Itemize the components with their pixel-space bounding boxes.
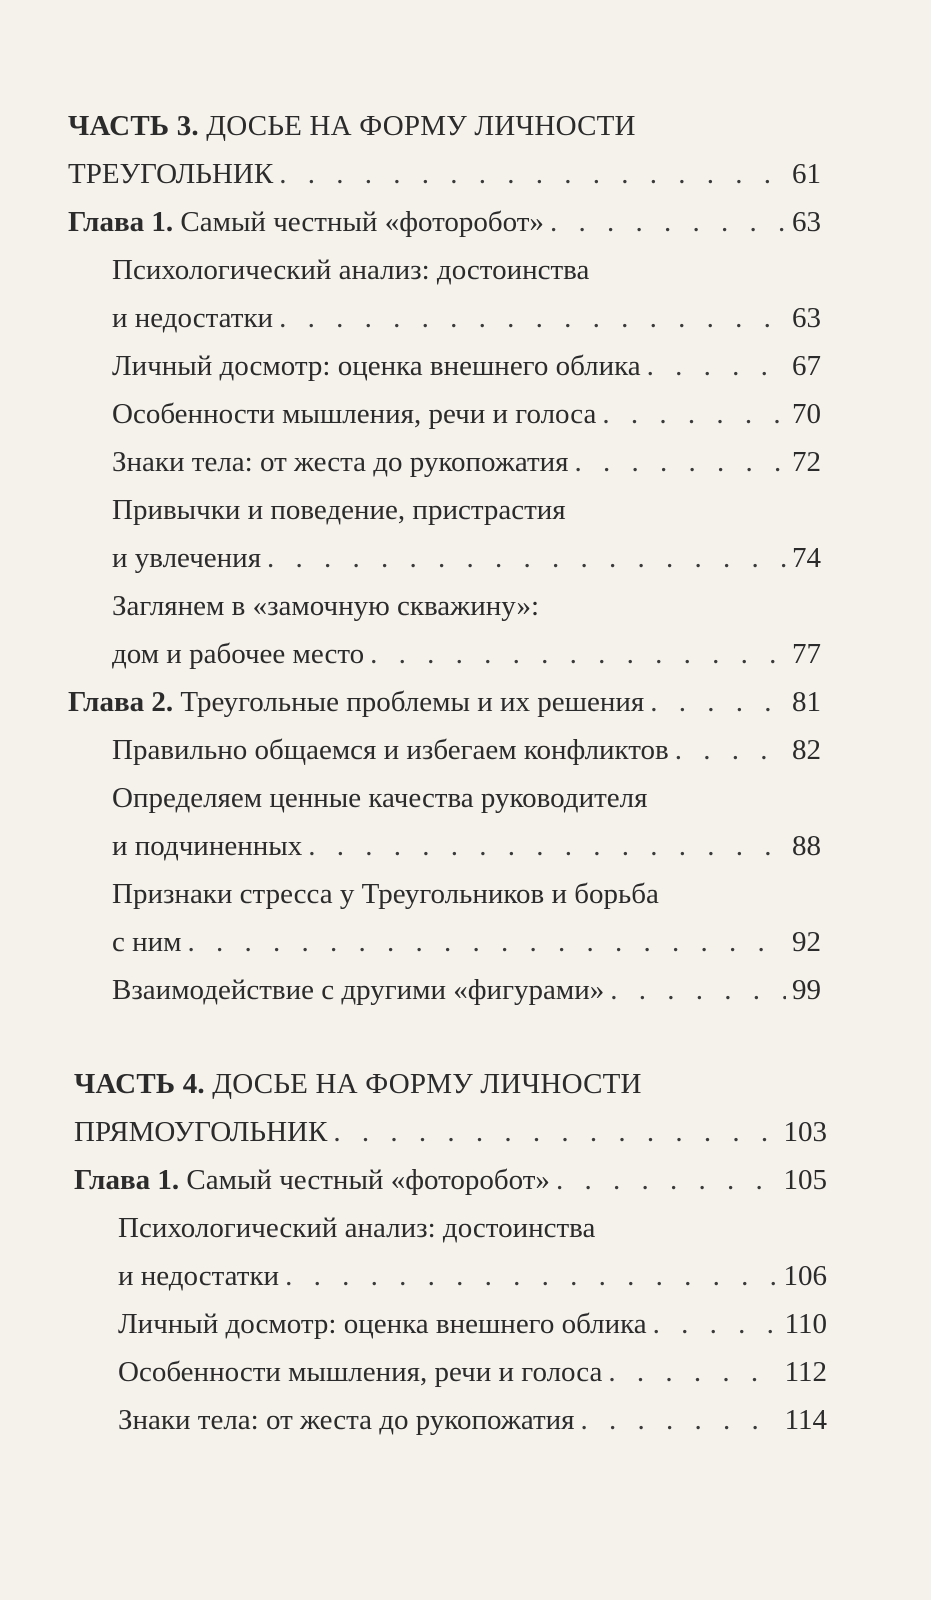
part-4-label: ЧАСТЬ 4. — [74, 1068, 205, 1100]
dot-leader — [188, 918, 786, 966]
dot-leader — [279, 294, 786, 342]
dot-leader — [279, 150, 786, 198]
chapter-label: Глава 1. — [74, 1164, 180, 1196]
page-number: 72 — [792, 446, 821, 478]
toc-entry-title: и увлечения — [112, 542, 262, 574]
dot-leader — [581, 1396, 779, 1444]
page-number: 110 — [784, 1308, 827, 1340]
toc-entry-title: Знаки тела: от жеста до рукопожатия — [118, 1404, 575, 1436]
page-number: 70 — [792, 398, 821, 430]
toc-entry-chapter[interactable] — [0, 678, 931, 726]
part-3-section — [0, 102, 931, 1014]
toc-entry-part-3[interactable] — [0, 150, 931, 198]
toc-entry-line1[interactable]: Привычки и поведение, пристрастия — [112, 494, 566, 526]
toc-entry-line1[interactable]: Психологический анализ: достоинства — [118, 1212, 596, 1244]
toc-entry-title: Особенности мышления, речи и голоса — [118, 1356, 603, 1388]
toc-entry-title: дом и рабочее место — [112, 638, 365, 670]
dot-leader — [308, 822, 786, 870]
dot-leader — [653, 1300, 779, 1348]
page-number: 99 — [792, 974, 821, 1006]
page-number: 63 — [792, 206, 821, 238]
toc-entry[interactable] — [0, 342, 931, 390]
dot-leader — [608, 1348, 778, 1396]
chapter-title-text: Треугольные проблемы и их решения — [180, 686, 645, 718]
dot-leader — [370, 630, 786, 678]
toc-entry-title: Правильно общаемся и избегаем конфликтов — [112, 734, 669, 766]
toc-entry[interactable] — [0, 630, 931, 678]
page-number: 82 — [792, 734, 821, 766]
page-number: 61 — [792, 158, 821, 190]
dot-leader — [550, 198, 786, 246]
page-number: 67 — [792, 350, 821, 382]
part-3-heading — [0, 102, 931, 150]
dot-leader — [675, 726, 786, 774]
part-4-heading-text: ДОСЬЕ НА ФОРМУ ЛИЧНОСТИ — [212, 1068, 642, 1100]
page-number: 63 — [792, 302, 821, 334]
toc-entry[interactable] — [0, 390, 931, 438]
toc-entry-line1[interactable]: Определяем ценные качества руководителя — [112, 782, 648, 814]
toc-entry[interactable] — [0, 822, 931, 870]
toc-entry-line1[interactable]: Заглянем в «замочную скважину»: — [112, 590, 540, 622]
chapter-label: Глава 2. — [68, 686, 174, 718]
toc-entry[interactable] — [0, 726, 931, 774]
chapter-label: Глава 1. — [68, 206, 174, 238]
dot-leader — [610, 966, 786, 1014]
dot-leader — [650, 678, 786, 726]
toc-entry-title: Личный досмотр: оценка внешнего облика — [112, 350, 641, 382]
page-number: 103 — [783, 1116, 827, 1148]
page-number: 81 — [792, 686, 821, 718]
dot-leader — [647, 342, 786, 390]
toc-entry-chapter[interactable] — [0, 198, 931, 246]
part-4-title: ПРЯМОУГОЛЬНИК — [74, 1116, 328, 1148]
toc-entry[interactable] — [0, 1348, 931, 1396]
chapter-title — [74, 1156, 550, 1204]
toc-entry-title: Взаимодействие с другими «фигурами» — [112, 974, 605, 1006]
part-3-label: ЧАСТЬ 3. — [68, 110, 199, 142]
dot-leader — [285, 1252, 777, 1300]
toc-entry-title: и подчиненных — [112, 830, 303, 862]
dot-leader — [556, 1156, 778, 1204]
chapter-title-text: Самый честный «фоторобот» — [186, 1164, 550, 1196]
page-number: 112 — [784, 1356, 827, 1388]
chapter-title-text: Самый честный «фоторобот» — [180, 206, 544, 238]
dot-leader — [602, 390, 786, 438]
toc-entry-part-4[interactable] — [0, 1108, 931, 1156]
toc-entry-title: и недостатки — [118, 1260, 280, 1292]
page-number: 106 — [783, 1260, 827, 1292]
toc-entry[interactable] — [0, 966, 931, 1014]
toc-entry[interactable] — [0, 438, 931, 486]
page-number: 88 — [792, 830, 821, 862]
dot-leader — [333, 1108, 777, 1156]
page-number: 77 — [792, 638, 821, 670]
toc-entry-title: и недостатки — [112, 302, 274, 334]
chapter-title — [68, 678, 644, 726]
part-4-section — [0, 1060, 931, 1444]
toc-entry-title: с ним — [112, 926, 182, 958]
toc-entry-line1[interactable]: Психологический анализ: достоинства — [112, 254, 590, 286]
part-4-heading — [0, 1060, 931, 1108]
chapter-title — [68, 198, 544, 246]
dot-leader — [267, 534, 786, 582]
toc-entry-title: Личный досмотр: оценка внешнего облика — [118, 1308, 647, 1340]
dot-leader — [575, 438, 786, 486]
page-number: 114 — [784, 1404, 827, 1436]
part-3-title: ТРЕУГОЛЬНИК — [68, 158, 274, 190]
toc-entry-chapter[interactable] — [0, 1156, 931, 1204]
toc-entry[interactable] — [0, 1252, 931, 1300]
toc-entry[interactable] — [0, 534, 931, 582]
toc-entry-line1[interactable]: Признаки стресса у Треугольников и борьба — [112, 878, 659, 910]
page-number: 92 — [792, 926, 821, 958]
toc-entry-title: Особенности мышления, речи и голоса — [112, 398, 597, 430]
toc-entry-title: Знаки тела: от жеста до рукопожатия — [112, 446, 569, 478]
toc-entry[interactable] — [0, 918, 931, 966]
page-number: 74 — [792, 542, 821, 574]
toc-entry[interactable] — [0, 294, 931, 342]
toc-entry[interactable] — [0, 1300, 931, 1348]
toc-entry[interactable] — [0, 1396, 931, 1444]
part-3-heading-text: ДОСЬЕ НА ФОРМУ ЛИЧНОСТИ — [206, 110, 636, 142]
page-number: 105 — [783, 1164, 827, 1196]
